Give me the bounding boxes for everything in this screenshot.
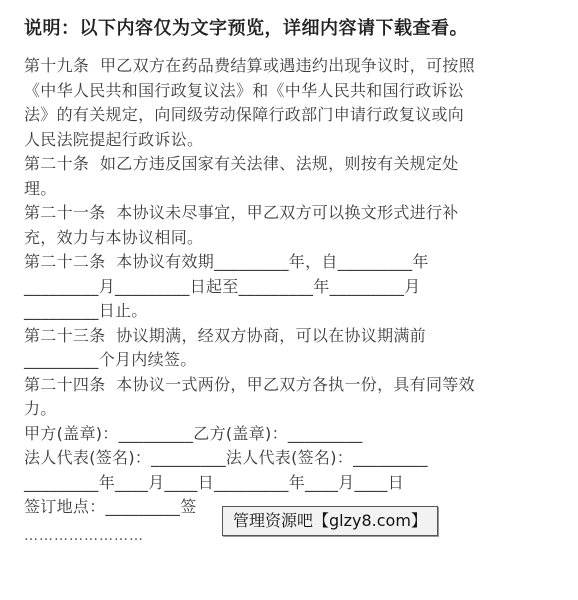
text-line: _________年____月____日_________年____月____日 (24, 472, 404, 492)
text-line: 理。 (24, 178, 57, 198)
text-line: 第十九条 甲乙双方在药品费结算或遇违约出现争议时，可按照 (24, 56, 475, 75)
document-body (24, 54, 554, 520)
text-line: 充，效力与本协议相同。 (24, 227, 204, 247)
text-line: 甲方(盖章)：_________乙方(盖章)：_________ (24, 423, 363, 443)
preview-notice: 说明：以下内容仅为文字预览，详细内容请下载查看。 (24, 18, 468, 39)
text-line: 第二十二条 本协议有效期_________年，自_________年 (24, 252, 429, 271)
text-line: 第二十四条 本协议一式两份，甲乙双方各执一份，具有同等效 (24, 374, 475, 394)
text-line: 第二十条 如乙方违反国家有关法律、法规，则按有关规定处 (24, 154, 459, 173)
text-line: 法》的有关规定，向同级劳动保障行政部门申请行政复议或向 (24, 105, 465, 124)
continuation-dots: …………………… (24, 528, 144, 544)
text-line: _________个月内续签。 (24, 350, 197, 369)
text-line: 力。 (24, 399, 57, 418)
text-line: 人民法院提起行政诉讼。 (24, 129, 204, 149)
text-line: _________日止。 (24, 301, 148, 320)
text-line: _________月_________日起至_________年_________月 (24, 276, 421, 296)
watermark-link[interactable]: 管理资源吧【glzy8.com】 (222, 506, 438, 536)
text-line: 第二十一条 本协议未尽事宜，甲乙双方可以换文形式进行补 (24, 203, 459, 222)
text-line: 签订地点：_________签 (24, 497, 197, 516)
text-line: 第二十三条 协议期满，经双方协商，可以在协议期满前 (24, 325, 426, 345)
text-line: 法人代表(签名)：_________法人代表(签名)：_________ (24, 448, 428, 467)
text-line: 《中华人民共和国行政复议法》和《中华人民共和国行政诉讼 (24, 80, 465, 100)
